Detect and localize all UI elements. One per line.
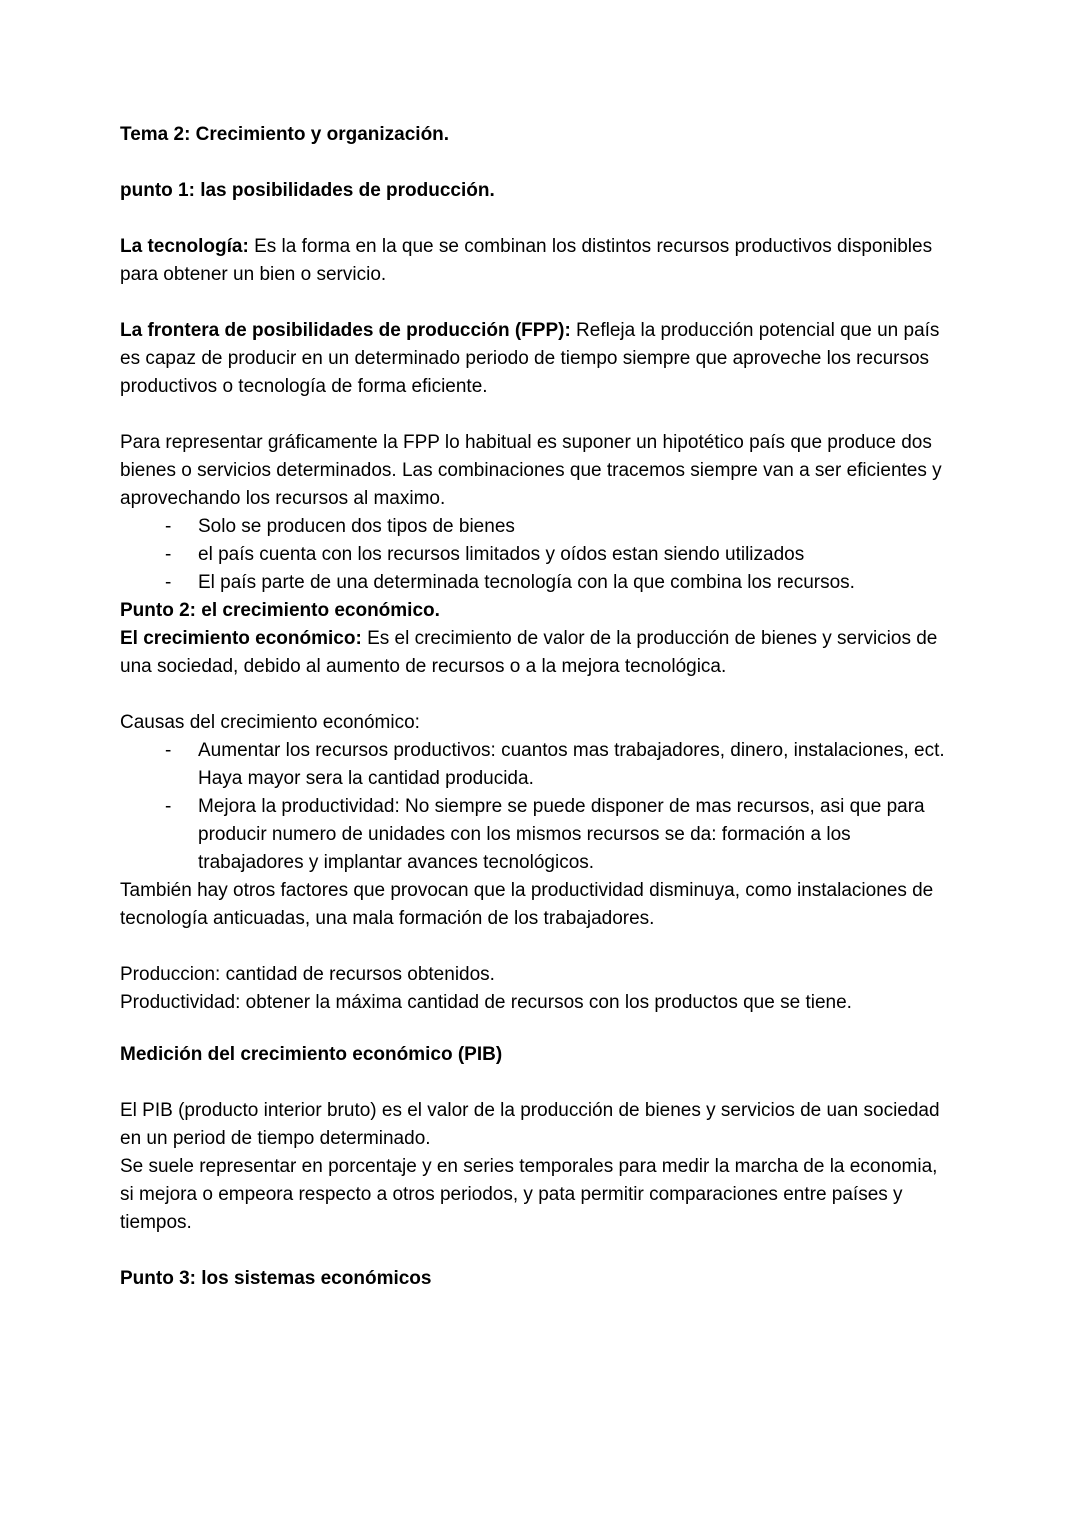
- paragraph-causas-intro: Causas del crecimiento económico:: [120, 712, 420, 733]
- bullet-dash-icon: -: [165, 796, 172, 817]
- line-productividad: Productividad: obtener la máxima cantidad de recursos con los productos que se tiene.: [120, 992, 852, 1013]
- title-tema-2: Tema 2: Crecimiento y organización.: [120, 124, 450, 145]
- list-item: [120, 793, 955, 877]
- heading-punto-1: punto 1: las posibilidades de producción.: [120, 180, 495, 201]
- paragraph-tecnologia: [120, 233, 955, 289]
- paragraph-tambien: También hay otros factores que provocan que la productividad disminuya, como instalaciones de tecnología anticuadas, una mala formación de los trabajadores.: [120, 880, 934, 929]
- paragraph-crecimiento: [120, 625, 955, 681]
- paragraph-fpp: [120, 317, 955, 401]
- bullet-dash-icon: -: [165, 572, 172, 593]
- heading-punto-2: Punto 2: el crecimiento económico.: [120, 600, 440, 621]
- list-item-text: Mejora la productividad: No siempre se puede disponer de mas recursos, asi que para producir numero de unidades con los mismos recursos se da: formación a los trabajadores y implantar avances tecnológicos.: [198, 796, 925, 873]
- list-item: [120, 737, 955, 793]
- paragraph-pib-1: El PIB (producto interior bruto) es el valor de la producción de bienes y servicios de uan sociedad en un period de tiempo determinado.: [120, 1100, 940, 1149]
- paragraph-fpp-lead: La frontera de posibilidades de producción (FPP):: [120, 320, 571, 341]
- list-item-text: el país cuenta con los recursos limitados y oídos estan siendo utilizados: [198, 544, 805, 565]
- list-item: [120, 513, 955, 541]
- bullet-dash-icon: -: [165, 544, 172, 565]
- paragraph-fpp-body: Refleja la producción potencial que un país es capaz de producir en un determinado periodo de tiempo siempre que aproveche los recursos productivos o tecnología de forma eficiente.: [120, 320, 940, 397]
- paragraph-crecimiento-body: Es el crecimiento de valor de la producción de bienes y servicios de una sociedad, debido al aumento de recursos o a la mejora tecnológica.: [120, 628, 938, 677]
- list-item: [120, 569, 955, 597]
- line-produccion: Produccion: cantidad de recursos obtenidos.: [120, 964, 495, 985]
- paragraph-representar: Para representar gráficamente la FPP lo habitual es suponer un hipotético país que produce dos bienes o servicios determinados. Las combinaciones que tracemos siempre van a ser eficientes y aprovechando los recursos al maximo.: [120, 432, 942, 509]
- paragraph-tecnologia-body: Es la forma en la que se combinan los distintos recursos productivos disponibles para obtener un bien o servicio.: [120, 236, 933, 285]
- list-item: [120, 541, 955, 569]
- fpp-bullet-list: [120, 513, 955, 597]
- heading-medicion-pib: Medición del crecimiento económico (PIB): [120, 1044, 503, 1065]
- paragraph-crecimiento-lead: El crecimiento económico:: [120, 628, 362, 649]
- paragraph-tecnologia-lead: La tecnología:: [120, 236, 249, 257]
- list-item-text: El país parte de una determinada tecnología con la que combina los recursos.: [198, 572, 855, 593]
- heading-punto-3: Punto 3: los sistemas económicos: [120, 1268, 432, 1289]
- causas-bullet-list: [120, 737, 955, 877]
- bullet-dash-icon: -: [165, 740, 172, 761]
- list-item-text: Solo se producen dos tipos de bienes: [198, 516, 515, 537]
- bullet-dash-icon: -: [165, 516, 172, 537]
- paragraph-pib-2: Se suele representar en porcentaje y en series temporales para medir la marcha de la economia, si mejora o empeora respecto a otros periodos, y pata permitir comparaciones entre países y tiempos.: [120, 1156, 938, 1233]
- list-item-text: Aumentar los recursos productivos: cuantos mas trabajadores, dinero, instalaciones, ect. Haya mayor sera la cantidad producida.: [198, 740, 945, 789]
